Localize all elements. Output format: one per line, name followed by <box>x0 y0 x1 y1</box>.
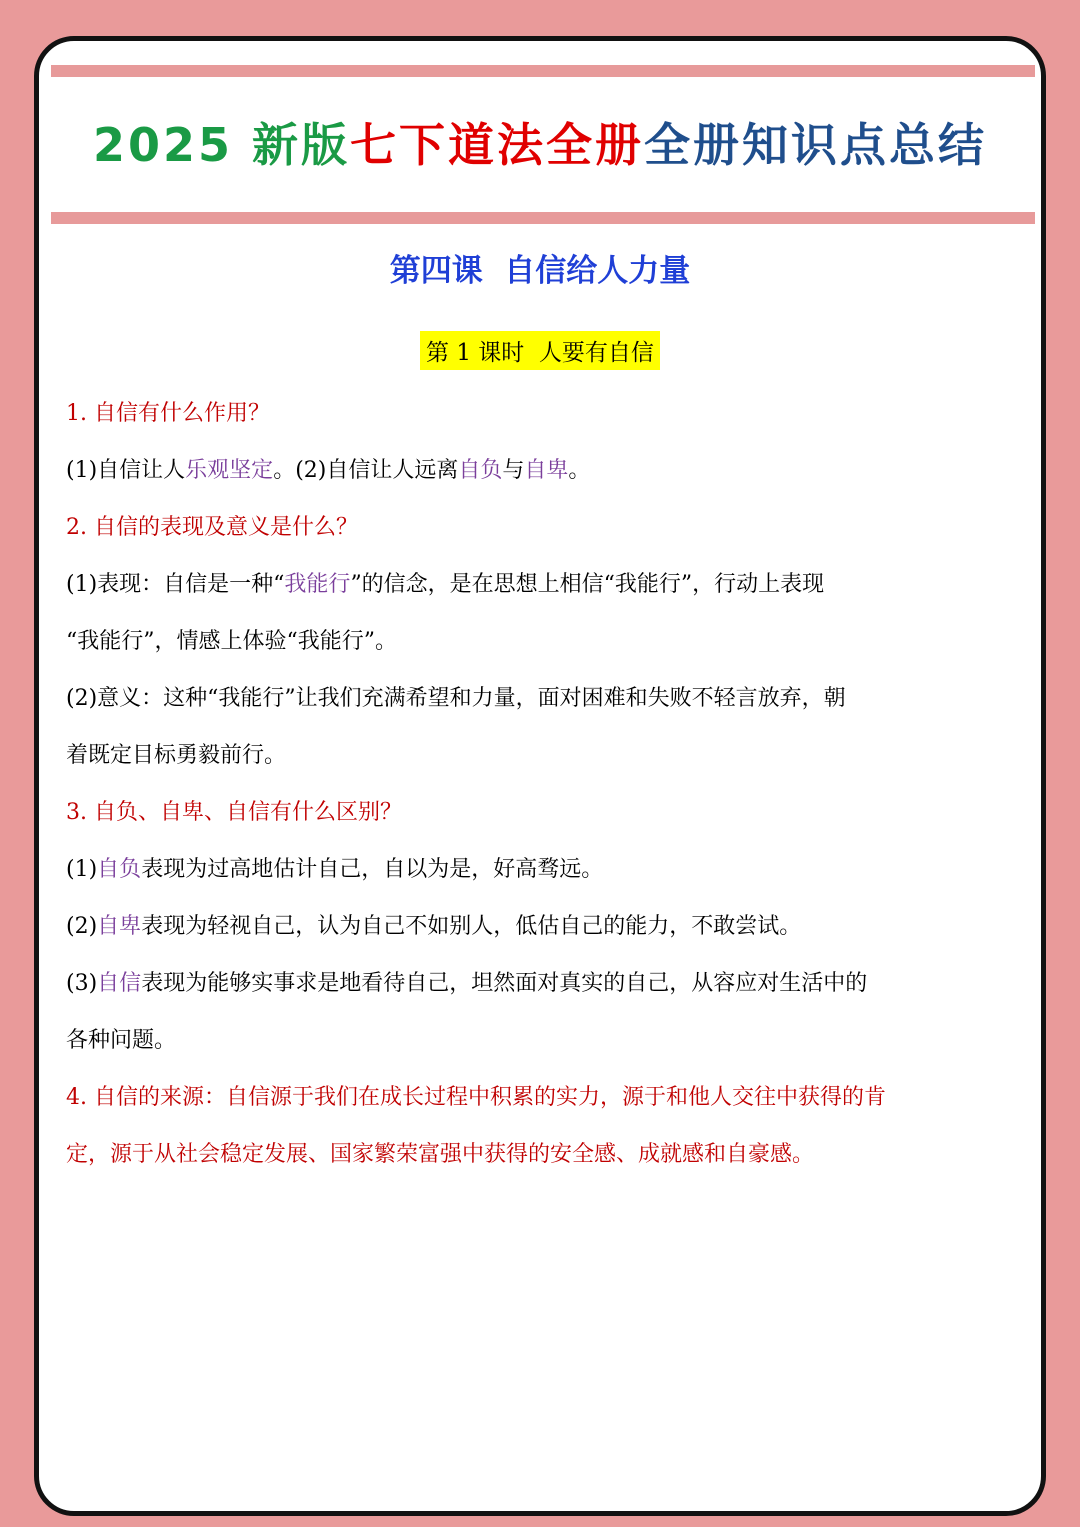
question-2-answer-1 <box>66 556 1016 613</box>
q3-text-3: 表现为能够实事求是地看待自己，坦然面对真实的自己，从容应对生活中的 <box>141 971 868 996</box>
period-heading: 第 1 课时 人要有自信 <box>420 331 660 370</box>
q1-keyword-inferiority: 自卑 <box>524 458 569 483</box>
q3-keyword-inferiority: 自卑 <box>97 914 142 939</box>
q2-text-a: (1)表现：自信是一种“ <box>66 572 285 597</box>
question-4-line-1: 4. 自信的来源：自信源于我们在成长过程中积累的实力，源于和他人交往中获得的肯 <box>66 1085 886 1110</box>
question-2-answer-2: (2)意义：这种“我能行”让我们充满希望和力量，面对困难和失败不轻言放弃，朝 <box>66 686 846 711</box>
question-3-answer-2 <box>66 898 1016 955</box>
q1-keyword-conceit: 自负 <box>458 458 503 483</box>
q3-num-1: (1) <box>66 857 98 882</box>
q1-text-a: (1)自信让人 <box>66 458 186 483</box>
question-2-heading: 2. 自信的表现及意义是什么？ <box>66 515 358 540</box>
question-4-line-2: 定，源于从社会稳定发展、国家繁荣富强中获得的安全感、成就感和自豪感。 <box>66 1142 815 1167</box>
q1-keyword-optimistic: 乐观坚定 <box>185 458 274 483</box>
question-3-answer-3 <box>66 955 1016 1012</box>
question-1-answer <box>66 442 1016 499</box>
q1-text-c: 与 <box>502 458 525 483</box>
q3-text-1: 表现为过高地估计自己，自以为是，好高骛远。 <box>141 857 604 882</box>
main-title <box>39 109 1041 175</box>
question-1-heading: 1. 自信有什么作用？ <box>66 401 270 426</box>
question-3-answer-3-cont: 各种问题。 <box>66 1028 177 1053</box>
q3-num-3: (3) <box>66 971 98 996</box>
q2-text-b: ”的信念，是在思想上相信“我能行”，行动上表现 <box>350 572 825 597</box>
title-part-summary: 全册知识点总结 <box>644 118 988 172</box>
q1-text-d: 。 <box>568 458 591 483</box>
question-3-answer-1 <box>66 841 1016 898</box>
period-heading-wrap <box>39 331 1041 370</box>
document-card <box>34 36 1046 1516</box>
content-body <box>66 385 1016 1183</box>
lesson-title: 第四课 自信给人力量 <box>389 253 691 289</box>
bottom-divider <box>51 212 1035 224</box>
q1-text-b: 。(2)自信让人远离 <box>273 458 459 483</box>
q3-num-2: (2) <box>66 914 98 939</box>
q3-keyword-confidence: 自信 <box>97 971 142 996</box>
title-part-year: 2025 新版 <box>92 118 351 172</box>
q3-keyword-conceit: 自负 <box>97 857 142 882</box>
top-divider <box>51 65 1035 77</box>
question-2-answer-1-cont: “我能行”，情感上体验“我能行”。 <box>66 629 397 654</box>
q2-keyword-ican: 我能行 <box>284 572 351 597</box>
question-2-answer-2-cont: 着既定目标勇毅前行。 <box>66 743 287 768</box>
q3-text-2: 表现为轻视自己，认为自己不如别人，低估自己的能力，不敢尝试。 <box>141 914 802 939</box>
question-3-heading: 3. 自负、自卑、自信有什么区别？ <box>66 800 402 825</box>
title-part-grade: 七下道法全册 <box>350 118 645 172</box>
